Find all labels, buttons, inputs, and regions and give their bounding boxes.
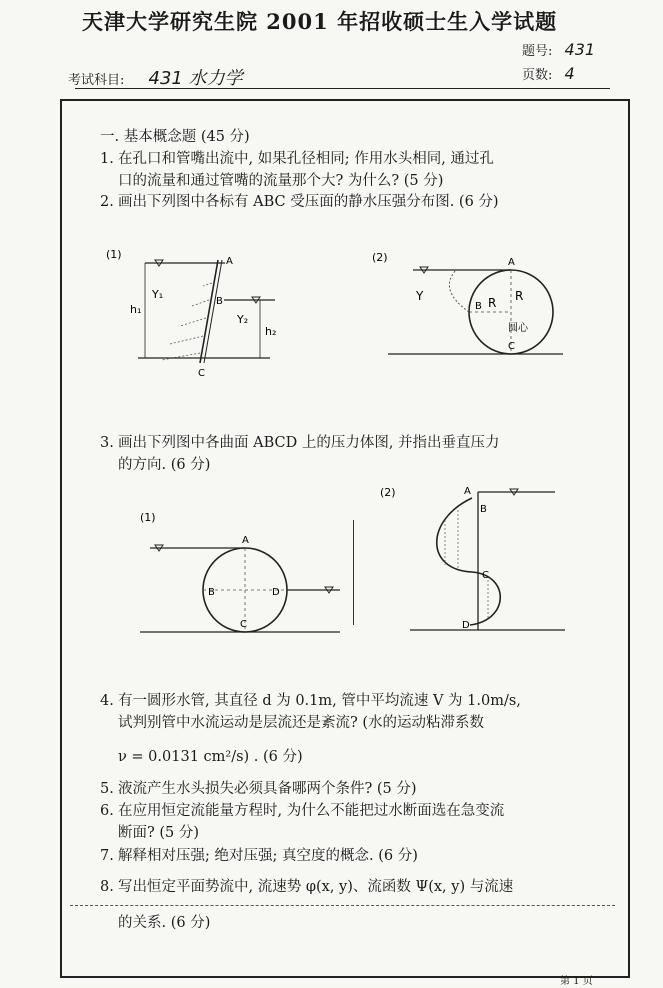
- fig3-2-label-a: A: [464, 486, 471, 497]
- q1-number: 1.: [100, 151, 114, 167]
- inclined-plate-edge: [204, 260, 222, 363]
- figure-2-1: [100, 238, 300, 383]
- exam-subject: [68, 64, 243, 90]
- header-underline: [75, 88, 610, 89]
- q4-text-line1: 有一圆形水管, 其直径 d 为 0.1m, 管中平均流速 V 为 1.0m/s,: [118, 693, 521, 709]
- q1-text-line1: 在孔口和管嘴出流中, 如果孔径相同; 作用水头相同, 通过孔: [118, 151, 494, 167]
- question-number: [522, 40, 595, 59]
- q4-text-line2: 试判别管中水流运动是层流还是紊流? (水的运动粘滞系数: [118, 715, 485, 731]
- question-number-value: 431: [564, 40, 596, 59]
- fig2-2-label-a: A: [508, 257, 515, 268]
- fig3-2-label-c: C: [482, 570, 489, 581]
- fig2-2-label-r-horizontal: R: [488, 296, 497, 310]
- q7-number: 7.: [100, 848, 114, 864]
- fig2-1-label-y1: Y₁: [152, 288, 164, 301]
- question-2: [100, 191, 499, 213]
- fig3-2-tag: (2): [380, 486, 396, 499]
- page-footer: 第 1 页: [560, 976, 593, 987]
- fig3-1-tag: (1): [140, 511, 156, 524]
- fig2-1-label-y2: Y₂: [237, 313, 249, 326]
- q8-number: 8.: [100, 879, 114, 895]
- q3-number: 3.: [100, 435, 114, 451]
- fig2-2-label-r-vertical: R: [515, 289, 524, 303]
- figure-3-1: [130, 505, 340, 640]
- q5-number: 5.: [100, 781, 114, 797]
- q1-text-line2: 口的流量和通过管嘴的流量那个大? 为什么? (5 分): [118, 173, 444, 189]
- fig2-1-tag: (1): [106, 248, 122, 261]
- q7-text: 解释相对压强; 绝对压强; 真空度的概念. (6 分): [118, 848, 418, 864]
- fig2-1-label-h2: h₂: [265, 325, 277, 338]
- question-3: [100, 432, 500, 476]
- question-number-label: 题号:: [522, 44, 553, 59]
- subject-label: 考试科目:: [68, 73, 125, 88]
- question-5: [100, 778, 417, 800]
- fig2-2-tag: (2): [372, 251, 388, 264]
- figure-2-2: [368, 245, 568, 395]
- fig3-2-label-b: B: [480, 504, 487, 515]
- q2-number: 2.: [100, 194, 114, 210]
- subject-value: 431 水力学: [148, 68, 243, 89]
- q2-text: 画出下列图中各标有 ABC 受压面的静水压强分布图. (6 分): [118, 194, 499, 210]
- fig2-2-label-center: 圆心: [508, 323, 528, 334]
- question-1: [100, 148, 494, 192]
- q3-text-line2: 的方向. (6 分): [118, 457, 211, 473]
- fig3-1-label-d: D: [272, 587, 280, 598]
- s-curved-surface: [437, 498, 501, 625]
- q4-number: 4.: [100, 693, 114, 709]
- fig3-1-label-b: B: [208, 587, 215, 598]
- question-4: [100, 690, 521, 768]
- q8-text-line1: 写出恒定平面势流中, 流速势 φ(x, y)、流函数 Ψ(x, y) 与流速: [118, 879, 514, 895]
- q8-text-line2: 的关系. (6 分): [118, 915, 211, 931]
- fig2-1-label-c: C: [198, 368, 205, 379]
- fig2-1-label-h1: h₁: [130, 303, 142, 316]
- page-count: [522, 64, 575, 83]
- q4-text-line3: ν = 0.0131 cm²/s) . (6 分): [118, 749, 303, 765]
- dashed-separator: [70, 905, 615, 906]
- q6-text-line2: 断面? (5 分): [118, 825, 200, 841]
- fig2-1-label-b: B: [216, 296, 223, 307]
- exam-title: 天津大学研究生院 2001 年招收硕士生入学试题: [82, 9, 558, 34]
- figure-3-2: [370, 480, 570, 640]
- fig2-2-label-y: Y: [416, 289, 424, 303]
- fig3-2-label-d: D: [462, 620, 470, 631]
- q6-text-line1: 在应用恒定流能量方程时, 为什么不能把过水断面选在急变流: [118, 803, 505, 819]
- fig3-1-label-a: A: [242, 535, 249, 546]
- pressure-hatching: [162, 283, 212, 360]
- q5-text: 液流产生水头损失必须具备哪两个条件? (5 分): [118, 781, 417, 797]
- page-count-value: 4: [564, 64, 575, 83]
- q6-number: 6.: [100, 803, 114, 819]
- question-6: [100, 800, 504, 844]
- question-7: [100, 845, 418, 867]
- fig2-1-label-a: A: [226, 256, 233, 267]
- fig2-2-label-b: B: [475, 301, 482, 312]
- fig3-1-label-c: C: [240, 619, 247, 630]
- section-heading: 一. 基本概念题 (45 分): [100, 129, 250, 145]
- figure-divider: [353, 520, 354, 625]
- inclined-plate: [200, 260, 218, 363]
- page-count-label: 页数:: [522, 68, 553, 83]
- pressure-body-hatching: [445, 510, 488, 620]
- q3-text-line1: 画出下列图中各曲面 ABCD 上的压力体图, 并指出垂直压力: [118, 435, 500, 451]
- fig2-2-label-c: C: [508, 341, 515, 352]
- pressure-sketch: [449, 270, 469, 312]
